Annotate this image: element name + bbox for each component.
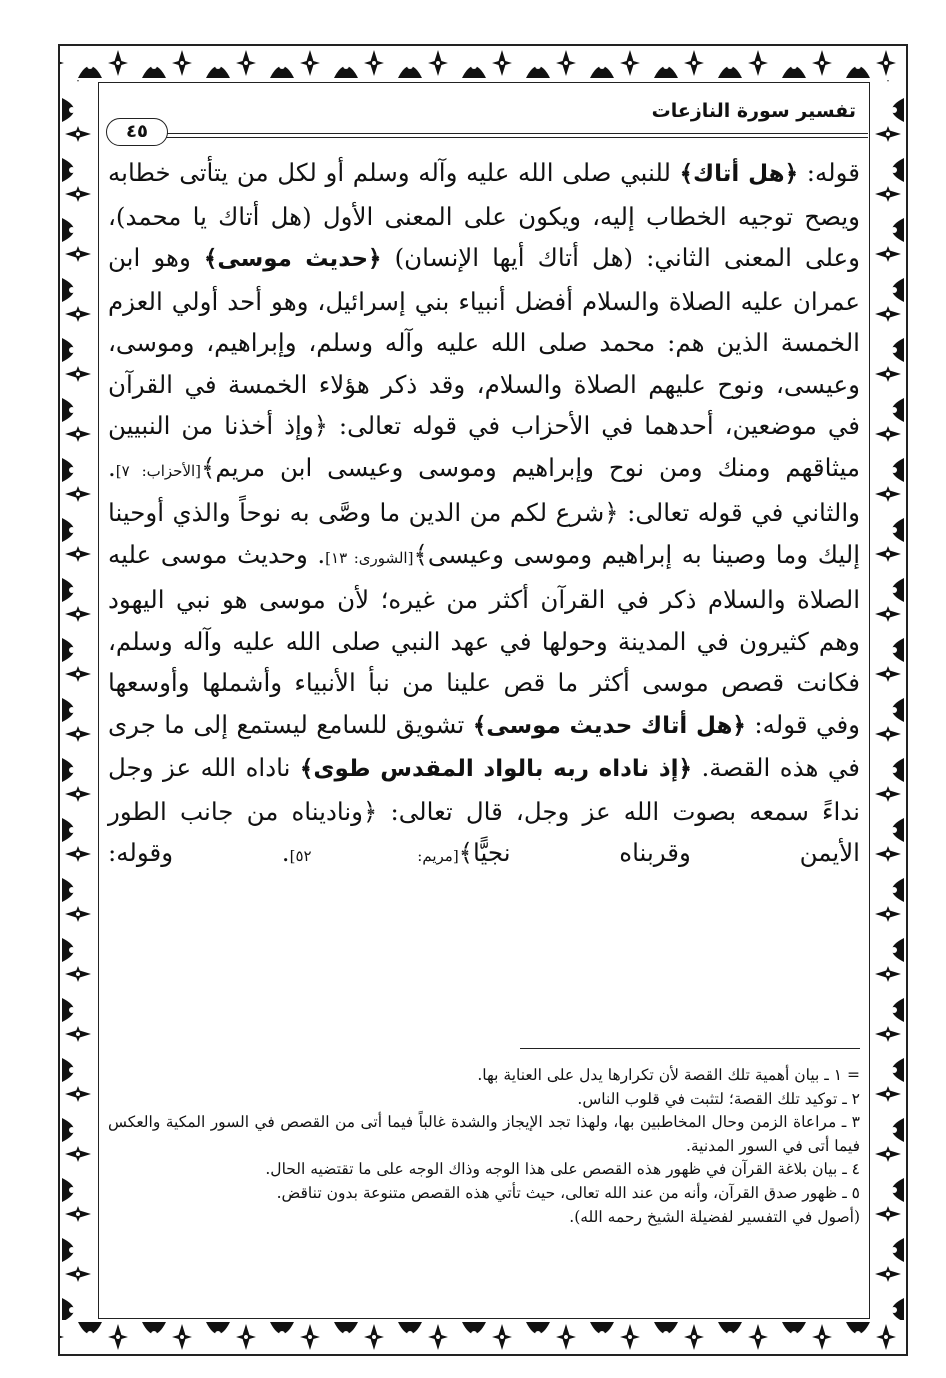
quran-quote: ﴿حديث موسى﴾	[203, 246, 382, 272]
verse-reference: [الشورى: ١٣]	[325, 548, 414, 567]
footnote-item: ٢ ـ توكيد تلك القصة؛ لتثبت في قلوب الناس.	[577, 1089, 860, 1108]
quran-quote: ﴿إذ ناداه ربه بالواد المقدس طوى﴾	[299, 756, 693, 782]
page-header	[100, 96, 868, 156]
quran-quote: ﴿شرع لكم من الدين ما وصَّى به نوحاً والذي أوحينا إليك وما وصينا به إبراهيم وموسى وعيسى﴾	[108, 498, 861, 569]
text-segment: قوله:	[798, 158, 860, 187]
text-segment: . والثاني في قوله تعالى:	[108, 452, 860, 527]
footnote-item: ٤ ـ بيان بلاغة القرآن في ظهور هذه القصص على هذا الوجه وذاك الوجه على ما تقتضيه الحال.	[265, 1160, 860, 1179]
quran-quote: ﴿وناديناه من جانب الطور الأيمن وقربناه نجيًّا﴾	[108, 796, 860, 867]
text-segment: . وحديث موسى عليه الصلاة والسلام ذكر في القرآن أكثر من غيره؛ لأن موسى هو نبي اليهود وهم كثيرون في المدينة وحولها في عهد النبي صلى الله عليه وآله وسلم، فكانت قصص موسى أكثر ما قص علينا من نبأ الأنبياء وأشملها وأوسعها وفي قوله:	[108, 539, 861, 739]
main-text	[108, 152, 860, 878]
text-segment: . وقوله:	[108, 838, 290, 867]
footnote-item: ٥ ـ ظهور صدق القرآن، وأنه من عند الله تعالى، حيث تأتي هذه القصص متنوعة بدون تناقض.	[276, 1183, 860, 1202]
text-segment: تشويق للسامع ليستمع إلى ما جرى في هذه القصة.	[108, 709, 860, 782]
text-segment: وهو ابن عمران عليه الصلاة والسلام أفضل أنبياء بني إسرائيل، وهو أحد أولي العزم الخمسة الذين هم: محمد صلى الله عليه وآله وسلم، وإبراهيم، وموسى، وعيسى، ونوح عليهم الصلاة والسلام، وقد ذكر هؤلاء الخمسة في القرآن في موضعين، أحدهما في الأحزاب في قوله تعالى:	[108, 243, 860, 440]
verse-reference: [مريم: ٥٢]	[289, 847, 459, 865]
body-paragraph	[108, 152, 860, 878]
footnote-item: = ١ ـ بيان أهمية تلك القصة لأن تكرارها يدل على العناية بها.	[477, 1066, 860, 1084]
text-segment: ناداه الله عز وجل نداءً سمعه بصوت الله عز وجل، قال تعالى:	[108, 753, 861, 826]
footnotes	[108, 1064, 860, 1229]
quran-quote: ﴿وإذ أخذنا من النبيين ميثاقهم ومنك ومن نوح وإبراهيم وموسى وعيسى ابن مريم﴾	[108, 411, 860, 482]
verse-reference: [الأحزاب: ٧]	[115, 461, 202, 480]
quran-quote: ﴿هل أتاك﴾	[679, 161, 799, 187]
footnote-item: ٣ ـ مراعاة الزمن وحال المخاطبين بها، ولهذا تجد الإيجاز والشدة غالباً فيما أتى من القصص في السور المكية والعكس فيما أتى في السور المدنية.	[108, 1113, 860, 1155]
quran-quote: ﴿هل أتاك حديث موسى﴾	[472, 712, 746, 739]
header-rule	[166, 133, 868, 134]
footnote-separator	[520, 1048, 860, 1049]
header-rule-thin	[166, 137, 868, 138]
footnote-item: (أصول في التفسير لفضيلة الشيخ رحمه الله).	[569, 1207, 860, 1226]
page-title: تفسير سورة النازعات	[651, 100, 856, 122]
page-number: ٤٥	[106, 118, 168, 146]
text-segment: للنبي صلى الله عليه وآله وسلم أو لكل من يتأتى خطابه ويصح توجيه الخطاب إليه، ويكون على المعنى الأول (هل أتاك يا محمد)، وعلى المعنى الثاني: (هل أتاك أيها الإنسان)	[108, 158, 861, 272]
